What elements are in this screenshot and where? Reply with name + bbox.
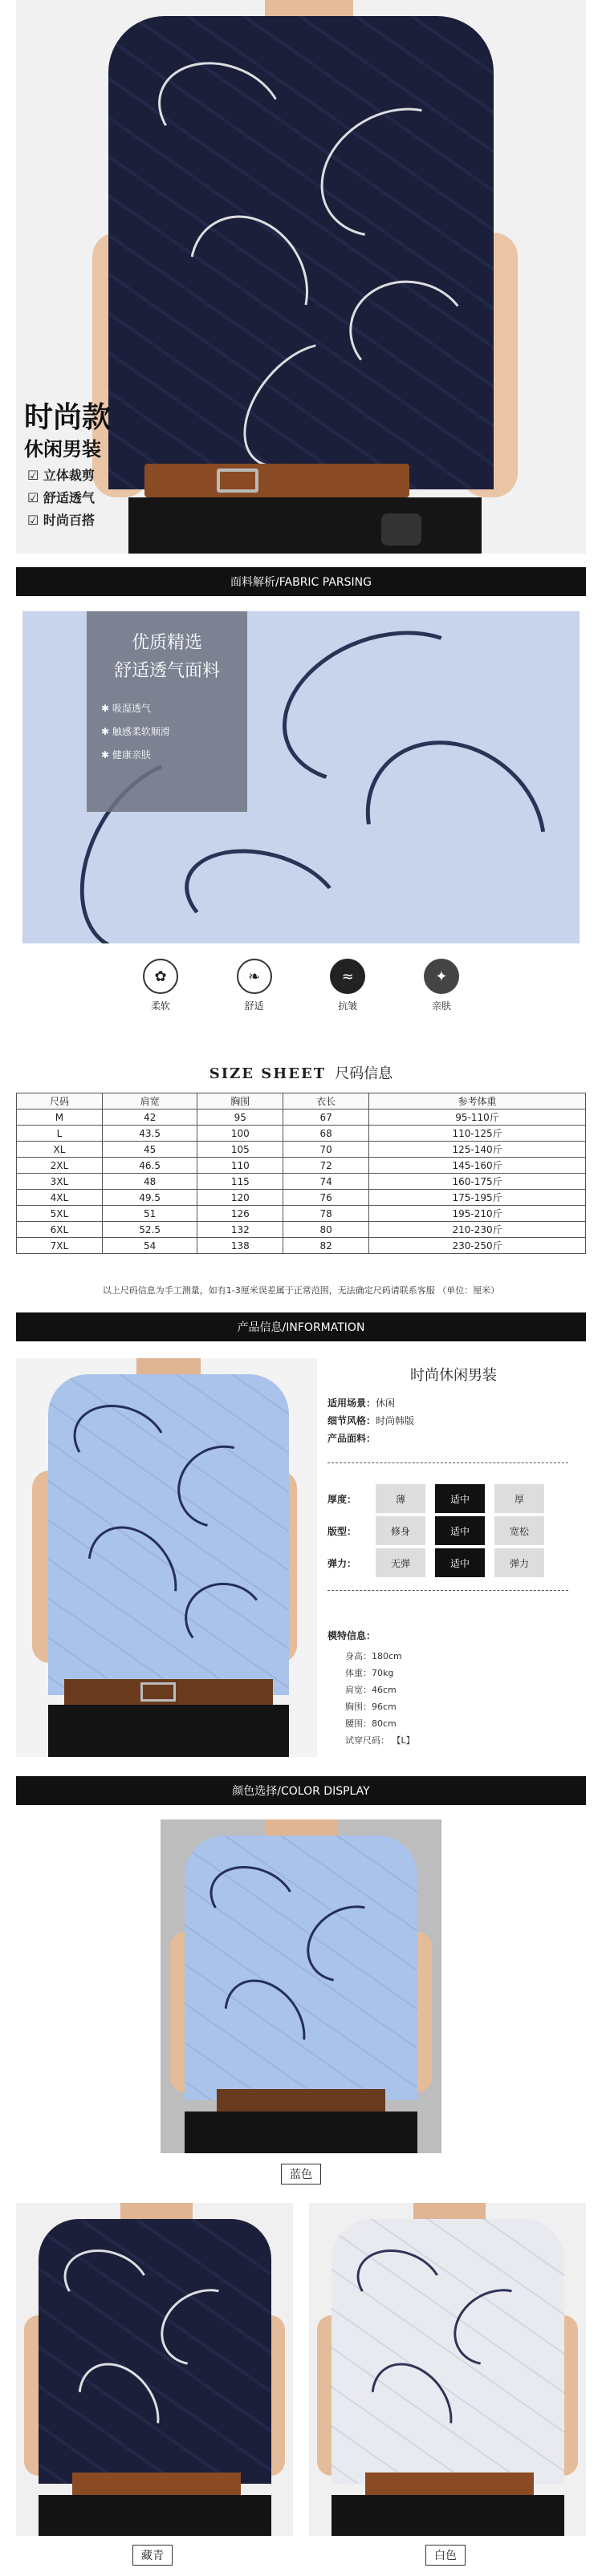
table-row: 3XL 48 115 74 160-175斤	[17, 1174, 586, 1190]
fit-option-loose: 宽松	[494, 1516, 544, 1545]
hero-pants	[128, 497, 482, 554]
belt-buckle	[217, 469, 258, 493]
info-shirt-image	[48, 1374, 289, 1695]
fabric-icon-soft: ✿ 柔软	[136, 959, 185, 1023]
fabric-icon-skin-friendly: ✦ 亲肤	[417, 959, 466, 1023]
check-icon: ☑	[27, 513, 39, 528]
info-occasion: 适用场景：休闲	[327, 1398, 396, 1409]
size-sheet-title-cn: 尺码信息	[335, 1065, 393, 1082]
soft-icon: ✿	[143, 959, 178, 994]
thickness-option-thick: 厚	[494, 1484, 544, 1513]
model-info-list: 身高：180cm 体重：70kg 肩宽：46cm 胸围：96cm 腰围：80cm 试穿尺码： 【L】	[345, 1651, 415, 1746]
size-table-header: 尺码 肩宽 胸围 衣长 参考体重	[17, 1093, 586, 1110]
hero-title: 时尚款	[24, 401, 112, 434]
info-divider-1	[327, 1462, 568, 1463]
thickness-label: 厚度：	[327, 1494, 357, 1505]
hero-section	[16, 0, 586, 554]
table-row: M 42 95 67 95-110斤	[17, 1110, 586, 1126]
size-table-wrap	[16, 1093, 586, 1254]
color-section-header: 颜色选择/COLOR DISPLAY	[16, 1776, 586, 1805]
wristwatch	[381, 513, 421, 546]
info-style: 细节风格：时尚韩版	[327, 1415, 415, 1426]
hero-shirt-image	[108, 16, 494, 489]
info-product-name: 时尚休闲男装	[410, 1367, 497, 1384]
fabric-point-2: ✱ 触感柔软顺滑	[101, 726, 170, 737]
color-photo-white	[309, 2203, 586, 2536]
comfort-icon: ❧	[237, 959, 272, 994]
stretch-option-none: 无弹	[376, 1548, 425, 1577]
model-info-title: 模特信息：	[327, 1630, 376, 1641]
table-row: 4XL 49.5 120 76 175-195斤	[17, 1190, 586, 1206]
white-shirt-image	[332, 2219, 564, 2484]
fabric-info-panel	[87, 611, 247, 812]
anti-wrinkle-icon: ≈	[330, 959, 365, 994]
blue-shirt-image	[185, 1836, 417, 2100]
info-model-photo	[16, 1358, 317, 1757]
stretch-label: 弹力：	[327, 1558, 357, 1569]
info-material: 产品面料：	[327, 1433, 376, 1444]
size-table	[16, 1093, 586, 1254]
color-label-navy: 藏青	[132, 2545, 173, 2566]
thickness-option-thin: 薄	[376, 1484, 425, 1513]
check-icon: ☑	[27, 468, 39, 483]
fabric-point-3: ✱ 健康亲肤	[101, 749, 151, 761]
fabric-icon-row	[136, 959, 466, 1023]
check-icon: ☑	[27, 490, 39, 505]
fabric-headline-2: 舒适透气面料	[113, 661, 220, 681]
fit-option-slim: 修身	[376, 1516, 425, 1545]
info-divider-2	[327, 1590, 568, 1591]
table-row: 6XL 52.5 132 80 210-230斤	[17, 1222, 586, 1238]
hero-belt	[144, 464, 409, 497]
table-row: 2XL 46.5 110 72 145-160斤	[17, 1158, 586, 1174]
hero-feature-3: ☑ 时尚百搭	[27, 513, 95, 528]
hero-feature-1: ☑ 立体裁剪	[27, 468, 95, 483]
fit-label: 版型：	[327, 1526, 357, 1537]
fabric-icon-anti-wrinkle: ≈ 抗皱	[323, 959, 372, 1023]
fabric-point-1: ✱ 吸湿透气	[101, 703, 151, 714]
star-icon: ✱	[101, 749, 110, 761]
stretch-option-stretchy: 弹力	[494, 1548, 544, 1577]
skin-friendly-icon: ✦	[424, 959, 459, 994]
info-section-header: 产品信息/INFORMATION	[16, 1312, 586, 1341]
table-row: XL 45 105 70 125-140斤	[17, 1142, 586, 1158]
hero-subtitle: 休闲男装	[24, 438, 101, 460]
fabric-section-header: 面料解析/FABRIC PARSING	[16, 567, 586, 596]
table-row: 5XL 51 126 78 195-210斤	[17, 1206, 586, 1222]
star-icon: ✱	[101, 703, 110, 714]
size-sheet-title-en: SIZE SHEET	[209, 1065, 327, 1082]
color-photo-blue	[161, 1819, 441, 2153]
fit-option-medium: 适中	[435, 1516, 485, 1545]
table-row: L 43.5 100 68 110-125斤	[17, 1126, 586, 1142]
color-label-blue: 蓝色	[281, 2164, 321, 2185]
size-table-note: 以上尺码信息为手工测量，如有1-3厘米误差属于正常范围，无法确定尺码请联系客服 （单位：厘米）	[102, 1285, 500, 1296]
fabric-icon-comfort: ❧ 舒适	[230, 959, 279, 1023]
color-photo-navy	[16, 2203, 293, 2536]
table-row: 7XL 54 138 82 230-250斤	[17, 1238, 586, 1254]
fabric-closeup-image	[22, 611, 580, 943]
navy-shirt-image	[39, 2219, 271, 2484]
hero-feature-2: ☑ 舒适透气	[27, 490, 95, 505]
size-sheet-title	[0, 1062, 602, 1083]
stretch-option-medium: 适中	[435, 1548, 485, 1577]
fabric-headline-1: 优质精选	[131, 633, 202, 653]
thickness-option-medium: 适中	[435, 1484, 485, 1513]
star-icon: ✱	[101, 726, 110, 737]
color-label-white: 白色	[425, 2545, 466, 2566]
